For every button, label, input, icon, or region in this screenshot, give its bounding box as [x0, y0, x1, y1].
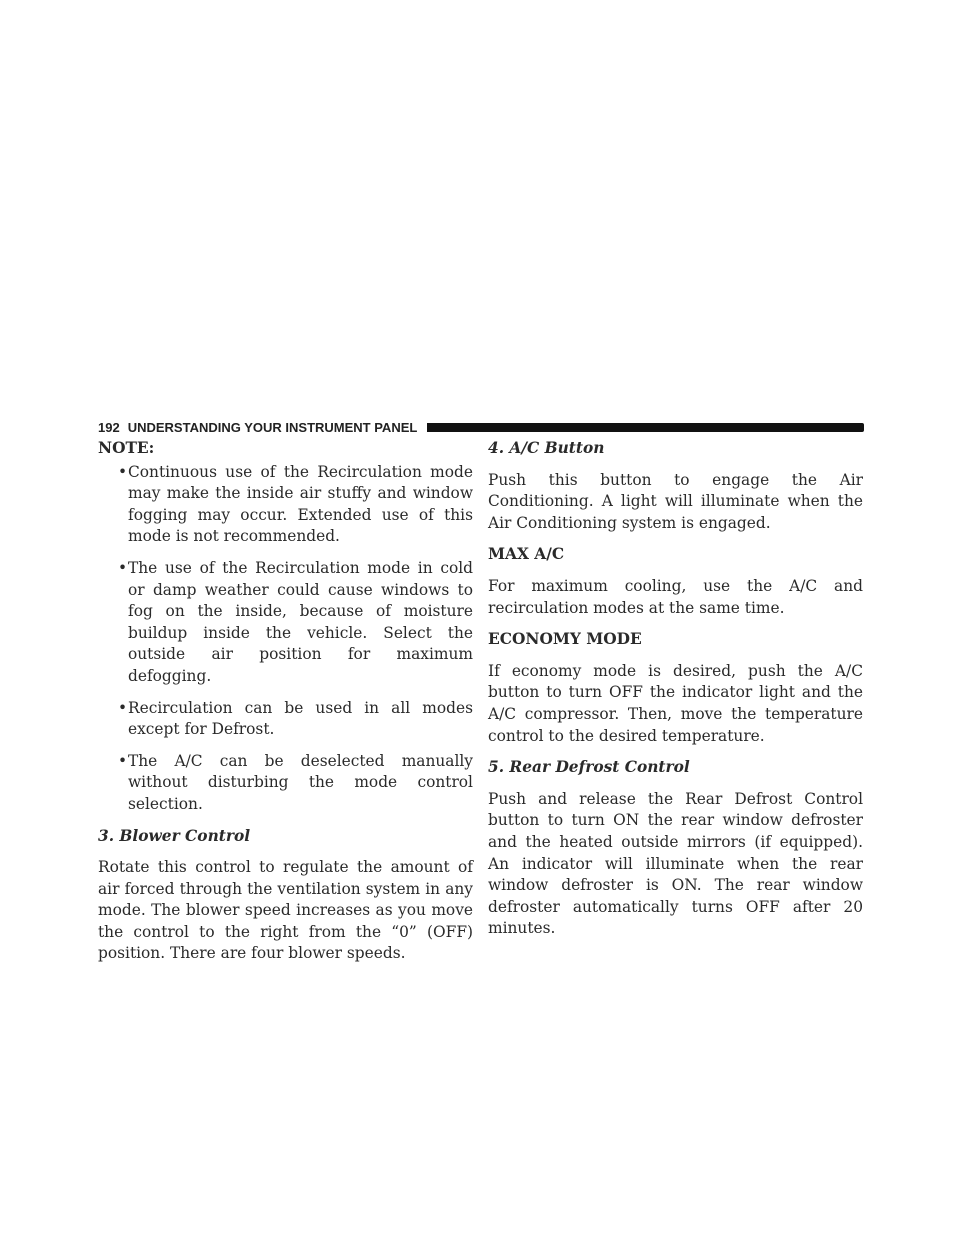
ac-button-text: Push this button to engage the Air Conditioning. A light will illuminate when the Air Conditioning system is engaged.: [488, 470, 863, 532]
economy-mode-heading: ECONOMY MODE: [488, 630, 642, 649]
section-title: UNDERSTANDING YOUR INSTRUMENT PANEL: [127, 419, 418, 435]
rear-defrost-text: Push and release the Rear Defrost Control button to turn ON the rear window defroster and the heated outside mirrors (if equipped). An indicator will illuminate when the rear window defroster is ON. The rear window defroster automatically turns OFF after 20 minutes.: [488, 789, 863, 938]
note-bullet-item: [118, 751, 473, 816]
bullet-icon: •: [118, 462, 128, 481]
note-bullet-item: [118, 462, 473, 548]
note-bullet-text: Continuous use of the Recirculation mode may make the inside air stuffy and window fogging may occur. Extended use of this mode is not recommended.: [128, 462, 473, 546]
note-bullet-item: [118, 698, 473, 741]
blower-control-text: Rotate this control to regulate the amount of air forced through the ventilation system in any mode. The blower speed increases as you move the control to the right from the “0” (OFF) position. There are four blower speeds.: [98, 858, 473, 963]
note-label: NOTE:: [98, 439, 155, 457]
max-ac-text: For maximum cooling, use the A/C and recirculation modes at the same time.: [488, 576, 863, 617]
page-number: 192: [98, 419, 120, 435]
page-header: [98, 418, 864, 436]
note-bullet-item: [118, 558, 473, 688]
rear-defrost-heading: 5. Rear Defrost Control: [488, 758, 690, 777]
bullet-icon: •: [118, 751, 128, 770]
note-bullet-list: [98, 462, 473, 816]
max-ac-heading: MAX A/C: [488, 545, 565, 564]
bullet-icon: •: [118, 698, 128, 717]
bullet-icon: •: [118, 558, 128, 577]
economy-mode-text: If economy mode is desired, push the A/C button to turn OFF the indicator light and the A/C compressor. Then, move the temperature control to the desired temperature.: [488, 661, 863, 745]
header-rule: [427, 423, 864, 432]
ac-button-heading: 4. A/C Button: [488, 439, 605, 457]
right-column: [488, 438, 863, 950]
note-bullet-text: The A/C can be deselected manually without disturbing the mode control selection.: [128, 751, 473, 813]
note-bullet-text: The use of the Recirculation mode in cold or damp weather could cause windows to fog on the inside, because of moisture buildup inside the vehicle. Select the outside air position for maximum defogging.: [128, 558, 473, 685]
note-bullet-text: Recirculation can be used in all modes except for Defrost.: [128, 698, 473, 739]
blower-control-heading: 3. Blower Control: [98, 826, 251, 845]
left-column: [98, 438, 473, 975]
